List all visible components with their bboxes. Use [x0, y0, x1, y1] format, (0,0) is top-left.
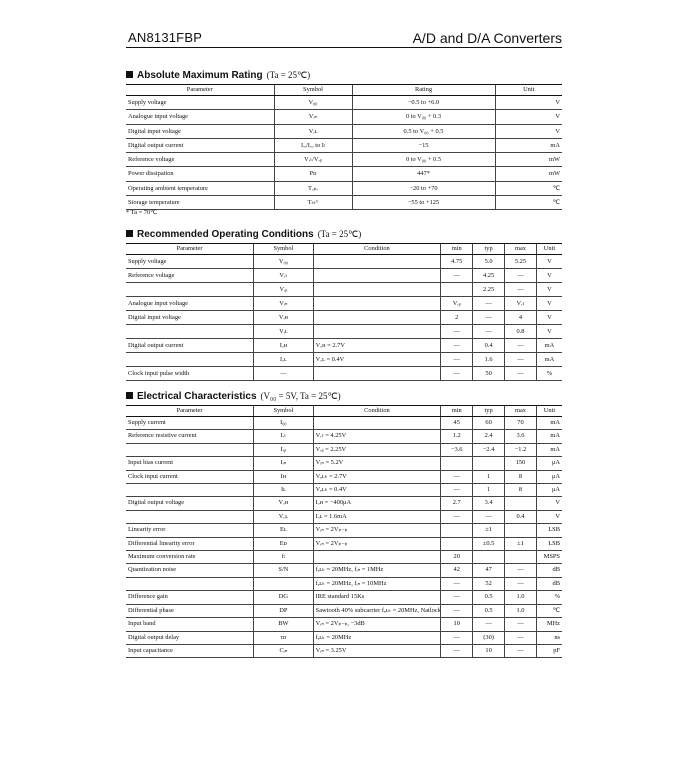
max-cell: 70 — [505, 417, 537, 430]
unit-cell: dB — [536, 564, 562, 577]
symbol-cell: Vᵢʟ — [274, 124, 352, 138]
table-row — [126, 510, 562, 523]
parameter-cell — [126, 484, 254, 497]
unit-cell: ns — [536, 631, 562, 644]
parameter-cell: Quantization noise — [126, 564, 254, 577]
max-cell: 1.0 — [505, 604, 537, 617]
table-row — [126, 577, 562, 590]
unit-cell: % — [536, 367, 562, 381]
min-cell: −3.6 — [441, 443, 473, 456]
symbol-cell: Iᵣₜ — [254, 430, 314, 443]
typ-cell: 1.6 — [473, 353, 505, 367]
condition-cell: Vᵢₙ = 2Vₚ₋ₚ — [313, 524, 441, 537]
condition-cell: Vᵢₙ = 2Vₚ₋ₚ, −3dB — [313, 618, 441, 631]
rating-cell: 0 to V₀₀ + 0.3 — [352, 110, 495, 124]
symbol-cell: V₀₀ — [274, 96, 352, 110]
section-absolute-max-title: Absolute Maximum Rating (Ta = 25℃) — [126, 70, 310, 81]
typ-cell: 2.4 — [473, 430, 505, 443]
absolute-max-table — [126, 84, 562, 210]
unit-cell: mA — [495, 138, 562, 152]
electrical-table — [126, 405, 562, 658]
min-cell — [441, 537, 473, 550]
min-cell: — — [441, 339, 473, 353]
rating-cell: −15 — [352, 138, 495, 152]
max-cell: 3.6 — [505, 430, 537, 443]
table-row — [126, 167, 562, 181]
condition-cell: Vᵣᵦ = 2.25V — [313, 443, 441, 456]
parameter-cell: Input band — [126, 618, 254, 631]
typ-cell: 47 — [473, 564, 505, 577]
symbol-cell: Iᵢₙ — [254, 457, 314, 470]
parameter-cell: Difference gain — [126, 591, 254, 604]
table-row — [126, 196, 562, 210]
table-row — [126, 417, 562, 430]
recommended-table — [126, 243, 562, 381]
symbol-cell: Vₒʜ — [254, 497, 314, 510]
condition-cell: Iₒʟ = 1.6mA — [313, 510, 441, 523]
symbol-cell: Iᵣᵦ — [254, 443, 314, 456]
parameter-cell: Clock input current — [126, 470, 254, 483]
symbol-cell: — — [254, 367, 314, 381]
max-cell — [505, 524, 537, 537]
unit-cell: mA — [536, 417, 562, 430]
parameter-cell: Storage temperature — [126, 196, 274, 210]
symbol-cell: Vᵣₜ — [254, 269, 314, 283]
rating-cell: −55 to +125 — [352, 196, 495, 210]
parameter-cell: Digital output delay — [126, 631, 254, 644]
section-bullet-icon — [126, 71, 133, 78]
unit-cell: V — [536, 283, 562, 297]
unit-cell: % — [536, 591, 562, 604]
table-row — [126, 96, 562, 110]
symbol-cell: Eʟ — [254, 524, 314, 537]
table-row — [126, 551, 562, 564]
unit-cell: V — [536, 497, 562, 510]
symbol-cell: Eᴅ — [254, 537, 314, 550]
parameter-cell: Linearity error — [126, 524, 254, 537]
symbol-cell: Vᵢₙ — [274, 110, 352, 124]
column-header: min — [441, 244, 473, 255]
unit-cell: V — [536, 297, 562, 311]
max-cell: — — [505, 353, 537, 367]
unit-cell: mA — [536, 339, 562, 353]
column-header: Condition — [313, 244, 441, 255]
condition-cell: Vᵢₙ = 5.2V — [313, 457, 441, 470]
max-cell: Vᵣₜ — [505, 297, 537, 311]
symbol-cell: Tₒₚᵣ — [274, 181, 352, 195]
typ-cell: 10 — [473, 644, 505, 657]
max-cell: 5.25 — [505, 255, 537, 269]
typ-cell: 2.25 — [473, 283, 505, 297]
unit-cell: V — [536, 269, 562, 283]
typ-cell: 4.25 — [473, 269, 505, 283]
condition-cell — [313, 283, 441, 297]
typ-cell: — — [473, 510, 505, 523]
table-row — [126, 644, 562, 657]
column-header: Parameter — [126, 244, 254, 255]
column-header: max — [505, 406, 537, 417]
min-cell: 42 — [441, 564, 473, 577]
parameter-cell: Digital output current — [126, 138, 274, 152]
max-cell: 0.4 — [505, 510, 537, 523]
parameter-cell: Differential phase — [126, 604, 254, 617]
parameter-cell: Supply voltage — [126, 255, 254, 269]
typ-cell — [473, 457, 505, 470]
condition-cell: Vₒʜ = 2.7V — [313, 339, 441, 353]
table-row — [126, 443, 562, 456]
condition-cell: Vₒʟ = 0.4V — [313, 353, 441, 367]
min-cell: 1.2 — [441, 430, 473, 443]
symbol-cell: Iₒʜ — [254, 339, 314, 353]
table-row — [126, 325, 562, 339]
symbol-cell: Tₛₜᴳ — [274, 196, 352, 210]
column-header: Condition — [313, 406, 441, 417]
unit-cell: V — [495, 110, 562, 124]
rating-cell: 0 to V₀₀ + 0.5 — [352, 153, 495, 167]
max-cell: 4 — [505, 311, 537, 325]
section-bullet-icon — [126, 230, 133, 237]
parameter-cell — [126, 510, 254, 523]
condition-cell — [313, 325, 441, 339]
min-cell: Vᵣᵦ — [441, 297, 473, 311]
unit-cell: V — [536, 311, 562, 325]
parameter-cell: Power dissipation — [126, 167, 274, 181]
max-cell: 150 — [505, 457, 537, 470]
table-row — [126, 564, 562, 577]
unit-cell: mA — [536, 443, 562, 456]
symbol-cell: Vᵢʟ — [254, 325, 314, 339]
unit-cell: mA — [536, 430, 562, 443]
unit-cell: LSB — [536, 537, 562, 550]
condition-cell: Vₑʟₖ = 0.4V — [313, 484, 441, 497]
symbol-cell: BW — [254, 618, 314, 631]
condition-cell: IRE standard 15Ks — [313, 591, 441, 604]
table-row — [126, 618, 562, 631]
table-row — [126, 181, 562, 195]
unit-cell: V — [536, 510, 562, 523]
typ-cell: ±1 — [473, 524, 505, 537]
unit-cell: mA — [536, 353, 562, 367]
symbol-cell: S/N — [254, 564, 314, 577]
min-cell: 45 — [441, 417, 473, 430]
parameter-cell: Reference voltage — [126, 153, 274, 167]
max-cell: — — [505, 269, 537, 283]
table-row — [126, 353, 562, 367]
min-cell: — — [441, 510, 473, 523]
parameter-cell: Operating ambient temperature — [126, 181, 274, 195]
unit-cell: V — [495, 124, 562, 138]
parameter-cell — [126, 577, 254, 590]
min-cell: — — [441, 325, 473, 339]
rating-cell: 447* — [352, 167, 495, 181]
min-cell — [441, 524, 473, 537]
symbol-cell: Vₒʟ — [254, 510, 314, 523]
column-header: Parameter — [126, 406, 254, 417]
max-cell: — — [505, 631, 537, 644]
unit-cell: V — [536, 325, 562, 339]
table-row — [126, 110, 562, 124]
typ-cell: 0.5 — [473, 604, 505, 617]
symbol-cell: Iₒʟ — [254, 353, 314, 367]
condition-cell: fₑʟₖ = 20MHz — [313, 631, 441, 644]
condition-cell: Vᵢₙ = 3.25V — [313, 644, 441, 657]
table-row — [126, 470, 562, 483]
condition-cell: Vₑʟₖ = 2.7V — [313, 470, 441, 483]
condition-cell: Iₒʜ = −400μA — [313, 497, 441, 510]
rating-cell: −0.5 to +6.0 — [352, 96, 495, 110]
min-cell: 10 — [441, 618, 473, 631]
parameter-cell: Input bias current — [126, 457, 254, 470]
min-cell: 2.7 — [441, 497, 473, 510]
typ-cell: 3.4 — [473, 497, 505, 510]
symbol-cell: Vᵣₜ/Vᵣᵦ — [274, 153, 352, 167]
column-header: Symbol — [254, 244, 314, 255]
parameter-cell: Digital output current — [126, 339, 254, 353]
symbol-cell: DG — [254, 591, 314, 604]
min-cell: — — [441, 644, 473, 657]
typ-cell: ±0.5 — [473, 537, 505, 550]
max-cell: — — [505, 283, 537, 297]
column-header: Unit — [536, 406, 562, 417]
column-header: min — [441, 406, 473, 417]
document-category: A/D and D/A Converters — [412, 30, 562, 46]
section-recommended-title: Recommended Operating Conditions (Ta = 25℃) — [126, 229, 361, 240]
table-header-row — [126, 406, 562, 417]
symbol-cell: τᴅ — [254, 631, 314, 644]
unit-cell: mW — [495, 153, 562, 167]
table-row — [126, 138, 562, 152]
max-cell: — — [505, 339, 537, 353]
table-row — [126, 269, 562, 283]
unit-cell: ℃ — [536, 604, 562, 617]
typ-cell: 5.0 — [473, 255, 505, 269]
unit-cell: dB — [536, 577, 562, 590]
typ-cell: 0.4 — [473, 339, 505, 353]
parameter-cell — [126, 353, 254, 367]
typ-cell: — — [473, 325, 505, 339]
table-row — [126, 604, 562, 617]
typ-cell — [473, 551, 505, 564]
unit-cell: ℃ — [495, 181, 562, 195]
part-number: AN8131FBP — [128, 30, 203, 45]
condition-cell — [313, 255, 441, 269]
parameter-cell: Maximum conversion rate — [126, 551, 254, 564]
parameter-cell: Digital input voltage — [126, 124, 274, 138]
unit-cell: mW — [495, 167, 562, 181]
symbol-cell: fₗ — [254, 551, 314, 564]
parameter-cell: Clock input pulse width — [126, 367, 254, 381]
table-row — [126, 367, 562, 381]
table-header-row — [126, 85, 562, 96]
table-row — [126, 283, 562, 297]
min-cell: 2 — [441, 311, 473, 325]
typ-cell: 1 — [473, 470, 505, 483]
parameter-cell — [126, 283, 254, 297]
max-cell: 8 — [505, 470, 537, 483]
column-header: Symbol — [254, 406, 314, 417]
symbol-cell: Vᵢₙ — [254, 297, 314, 311]
min-cell: — — [441, 631, 473, 644]
min-cell: — — [441, 577, 473, 590]
min-cell: — — [441, 269, 473, 283]
symbol-cell: V₀₀ — [254, 255, 314, 269]
condition-cell: fₑʟₖ = 20MHz, fᵢₙ = 1MHz — [313, 564, 441, 577]
unit-cell: LSB — [536, 524, 562, 537]
table-row — [126, 537, 562, 550]
symbol-cell: I₀₀ — [254, 417, 314, 430]
condition-cell — [313, 367, 441, 381]
unit-cell: V — [495, 96, 562, 110]
symbol-cell: Vᵢʜ — [254, 311, 314, 325]
symbol-cell: Iʟ — [254, 484, 314, 497]
typ-cell: 1 — [473, 484, 505, 497]
max-cell: 0.8 — [505, 325, 537, 339]
parameter-cell: Supply current — [126, 417, 254, 430]
table-row — [126, 339, 562, 353]
table-row — [126, 591, 562, 604]
max-cell: — — [505, 618, 537, 631]
section-electrical-title: Electrical Characteristics (V₀₀ = 5V, Ta = 25℃) — [126, 391, 341, 402]
table-row — [126, 457, 562, 470]
min-cell: — — [441, 353, 473, 367]
typ-cell: — — [473, 297, 505, 311]
max-cell: — — [505, 577, 537, 590]
condition-cell — [313, 551, 441, 564]
condition-cell: Sawtooth 40% subcarrier fₑʟₖ = 20MHz, Natlock — [313, 604, 441, 617]
min-cell: — — [441, 470, 473, 483]
table-row — [126, 297, 562, 311]
condition-cell — [313, 269, 441, 283]
rating-cell: −20 to +70 — [352, 181, 495, 195]
min-cell: — — [441, 591, 473, 604]
column-header: Rating — [352, 85, 495, 96]
condition-cell: Vᵢₙ = 2Vₚ₋ₚ — [313, 537, 441, 550]
table-row — [126, 497, 562, 510]
max-cell: 8 — [505, 484, 537, 497]
symbol-cell — [254, 577, 314, 590]
parameter-cell: Differential linearity error — [126, 537, 254, 550]
column-header: typ — [473, 406, 505, 417]
max-cell — [505, 551, 537, 564]
column-header: Unit — [495, 85, 562, 96]
max-cell: — — [505, 644, 537, 657]
section-bullet-icon — [126, 392, 133, 399]
unit-cell: pF — [536, 644, 562, 657]
unit-cell: μA — [536, 457, 562, 470]
max-cell — [505, 497, 537, 510]
unit-cell: μA — [536, 470, 562, 483]
max-cell: — — [505, 564, 537, 577]
min-cell: — — [441, 367, 473, 381]
table-row — [126, 484, 562, 497]
condition-cell: fₑʟₖ = 20MHz, fᵢₙ = 10MHz — [313, 577, 441, 590]
table-row — [126, 430, 562, 443]
max-cell: −1.2 — [505, 443, 537, 456]
typ-cell: — — [473, 311, 505, 325]
unit-cell: ℃ — [495, 196, 562, 210]
min-cell: — — [441, 604, 473, 617]
parameter-cell: Digital input voltage — [126, 311, 254, 325]
symbol-cell: Pᴅ — [274, 167, 352, 181]
table-row — [126, 311, 562, 325]
table-row — [126, 153, 562, 167]
symbol-cell: DP — [254, 604, 314, 617]
typ-cell: 0.5 — [473, 591, 505, 604]
parameter-cell — [126, 443, 254, 456]
column-header: typ — [473, 244, 505, 255]
symbol-cell: Iₒᵢ/Iₒₒ to Iₗ — [274, 138, 352, 152]
table-header-row — [126, 244, 562, 255]
typ-cell: — — [473, 618, 505, 631]
unit-cell: μA — [536, 484, 562, 497]
table-row — [126, 524, 562, 537]
parameter-cell: Analogue input voltage — [126, 110, 274, 124]
symbol-cell: Iʜ — [254, 470, 314, 483]
parameter-cell: Analogue input voltage — [126, 297, 254, 311]
typ-cell: 50 — [473, 367, 505, 381]
typ-cell: 60 — [473, 417, 505, 430]
min-cell — [441, 283, 473, 297]
min-cell — [441, 457, 473, 470]
min-cell: — — [441, 484, 473, 497]
parameter-cell — [126, 325, 254, 339]
typ-cell: (30) — [473, 631, 505, 644]
rating-cell: 0.5 to V₀₀ + 0.5 — [352, 124, 495, 138]
max-cell: ±1 — [505, 537, 537, 550]
table-row — [126, 631, 562, 644]
typ-cell: 52 — [473, 577, 505, 590]
typ-cell: −2.4 — [473, 443, 505, 456]
condition-cell: Vᵣₜ = 4.25V — [313, 430, 441, 443]
unit-cell: V — [536, 255, 562, 269]
min-cell: 20 — [441, 551, 473, 564]
unit-cell: MSPS — [536, 551, 562, 564]
parameter-cell: Reference voltage — [126, 269, 254, 283]
condition-cell — [313, 297, 441, 311]
column-header: max — [505, 244, 537, 255]
column-header: Unit — [536, 244, 562, 255]
footnote: * Ta = 70℃ — [126, 209, 158, 216]
column-header: Symbol — [274, 85, 352, 96]
table-row — [126, 124, 562, 138]
parameter-cell: Reference resistive current — [126, 430, 254, 443]
unit-cell: MHz — [536, 618, 562, 631]
condition-cell — [313, 417, 441, 430]
parameter-cell: Input capacitance — [126, 644, 254, 657]
max-cell: 1.0 — [505, 591, 537, 604]
column-header: Parameter — [126, 85, 274, 96]
table-row — [126, 255, 562, 269]
parameter-cell: Digital output voltage — [126, 497, 254, 510]
parameter-cell: Supply voltage — [126, 96, 274, 110]
header-rule — [126, 47, 562, 48]
symbol-cell: Cᵢₙ — [254, 644, 314, 657]
condition-cell — [313, 311, 441, 325]
symbol-cell: Vᵣᵦ — [254, 283, 314, 297]
max-cell: — — [505, 367, 537, 381]
min-cell: 4.75 — [441, 255, 473, 269]
